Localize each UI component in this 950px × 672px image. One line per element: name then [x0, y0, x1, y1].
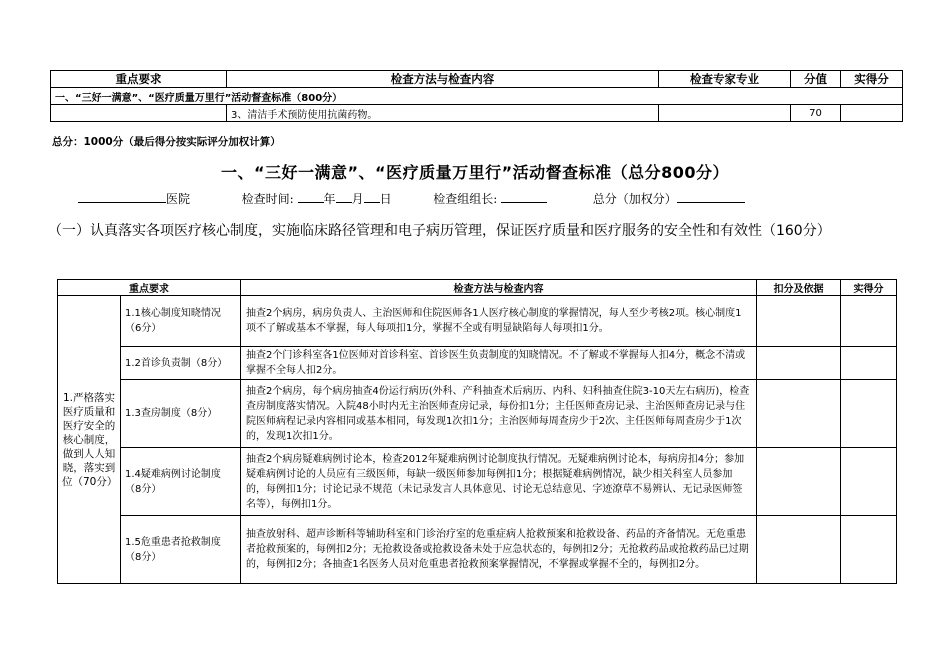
- summary-section-label: 一、“三好一满意”、“医疗质量万里行”活动督查标准（800分）: [51, 88, 903, 105]
- method-1-1: 抽查2个病房，病房负责人、主治医师和住院医师各1人医疗核心制度的掌握情况，每人至少考核2项。核心制度1项不了解或基本不掌握，每人每项扣1分，掌握不全或有明显缺陷每人每项扣1分。: [241, 296, 757, 347]
- item-1-5: 1.5危重患者抢救制度（8分）: [121, 516, 241, 584]
- summary-header-method: 检查方法与检查内容: [227, 71, 659, 88]
- hospital-blank[interactable]: [78, 190, 166, 203]
- deduction-cell[interactable]: [757, 380, 841, 448]
- weighted-total-blank[interactable]: [677, 190, 745, 203]
- inspection-header-requirement: 重点要求: [58, 280, 241, 296]
- day-label: 日: [379, 192, 392, 206]
- summary-header-specialty: 检查专家专业: [659, 71, 791, 88]
- deduction-cell[interactable]: [757, 516, 841, 584]
- year-label: 年: [323, 192, 336, 206]
- inspection-header-method: 检查方法与检查内容: [241, 280, 757, 296]
- item-1-4: 1.4疑难病例讨论制度（8分）: [121, 448, 241, 516]
- method-1-3: 抽查2个病房，每个病房抽查4份运行病历(外科、产科抽查术后病历、内科、妇科抽查住院3-10天左右病历)，检查查房制度落实情况。入院48小时内无主治医师查房记录，每份扣1分；主任医师查房记录、主治医师查房记录与住院医师病程记录内容相同或基本相同，每发现1次扣1分；主治医师每周查房少于2次、主任医师每周查房少于1次的，发现1次扣1分。: [241, 380, 757, 448]
- item-1-3: 1.3查房制度（8分）: [121, 380, 241, 448]
- hospital-label: 医院: [166, 192, 191, 206]
- table-row: [58, 296, 897, 347]
- summary-item-row: [51, 105, 903, 122]
- inspection-header-row: [58, 280, 897, 296]
- actual-score-cell[interactable]: [841, 448, 897, 516]
- summary-header-requirement: 重点要求: [51, 71, 227, 88]
- inspection-header-deduction: 扣分及依据: [757, 280, 841, 296]
- actual-score-cell[interactable]: [841, 380, 897, 448]
- page-title: 一、“三好一满意”、“医疗质量万里行”活动督查标准（总分800分）: [221, 163, 729, 182]
- method-1-2: 抽查2个门诊科室各1位医师对首诊科室、首诊医生负责制度的知晓情况。不了解或不掌握每人扣4分，概念不清或掌握不全每人扣2分。: [241, 347, 757, 380]
- summary-header-row: [51, 71, 903, 88]
- summary-item-method: 3、清洁手术预防使用抗菌药物。: [227, 105, 659, 122]
- year-blank[interactable]: [298, 190, 324, 203]
- leader-label: 检查组组长:: [433, 192, 498, 206]
- leader-blank[interactable]: [501, 190, 547, 203]
- actual-score-cell[interactable]: [841, 516, 897, 584]
- summary-header-actual: 实得分: [841, 71, 903, 88]
- actual-score-cell[interactable]: [841, 296, 897, 347]
- summary-item-actual[interactable]: [841, 105, 903, 122]
- day-blank[interactable]: [364, 190, 380, 203]
- check-time-label: 检查时间:: [241, 192, 294, 206]
- section-heading: （一）认真落实各项医疗核心制度，实施临床路径管理和电子病历管理，保证医疗质量和医疗服务的安全性和有效性（160分）: [48, 223, 831, 239]
- month-label: 月: [351, 192, 364, 206]
- summary-table: [50, 70, 903, 122]
- summary-section-row: [51, 88, 903, 105]
- method-1-4: 抽查2个病房疑难病例讨论本，检查2012年疑难病例讨论制度执行情况。无疑难病例讨论本，每病房扣4分；参加疑难病例讨论的人员应有三级医师，每缺一级医师参加每例扣1分；根据疑难病例情况，缺少相关科室人员参加的，每例扣1分；讨论记录不规范（未记录发言人具体意见、讨论无总结意见、字迹潦草不易辨认、无记录医师签名等），每例扣1分。: [241, 448, 757, 516]
- table-row: [58, 347, 897, 380]
- month-blank[interactable]: [336, 190, 352, 203]
- inspection-table: [57, 279, 897, 584]
- deduction-cell[interactable]: [757, 296, 841, 347]
- summary-header-score: 分值: [791, 71, 841, 88]
- item-1-1: 1.1核心制度知晓情况（6分）: [121, 296, 241, 347]
- info-line: [78, 190, 745, 207]
- summary-item-score: 70: [791, 105, 841, 122]
- inspection-header-actual: 实得分: [841, 280, 897, 296]
- category-cell: 1.严格落实医疗质量和医疗安全的核心制度，做到人人知晓，落实到位（70分）: [58, 296, 121, 584]
- table-row: [58, 516, 897, 584]
- total-score-line: 总分：1000分（最后得分按实际评分加权计算）: [52, 136, 281, 148]
- actual-score-cell[interactable]: [841, 347, 897, 380]
- summary-item-specialty[interactable]: [659, 105, 791, 122]
- method-1-5: 抽查放射科、超声诊断科等辅助科室和门诊治疗室的危重症病人抢救预案和抢救设备、药品的齐备情况。无危重患者抢救预案的，每例扣2分；无抢救设备或抢救设备未处于应急状态的，每例扣2分；无抢救药品或抢救药品已过期的，每例扣2分；各抽查1名医务人员对危重患者抢救预案掌握情况，不掌握或掌握不全的，每例扣2分。: [241, 516, 757, 584]
- item-1-2: 1.2首诊负责制（8分）: [121, 347, 241, 380]
- weighted-total-label: 总分（加权分）: [592, 192, 677, 206]
- deduction-cell[interactable]: [757, 448, 841, 516]
- deduction-cell[interactable]: [757, 347, 841, 380]
- table-row: [58, 380, 897, 448]
- summary-item-requirement[interactable]: [51, 105, 227, 122]
- table-row: [58, 448, 897, 516]
